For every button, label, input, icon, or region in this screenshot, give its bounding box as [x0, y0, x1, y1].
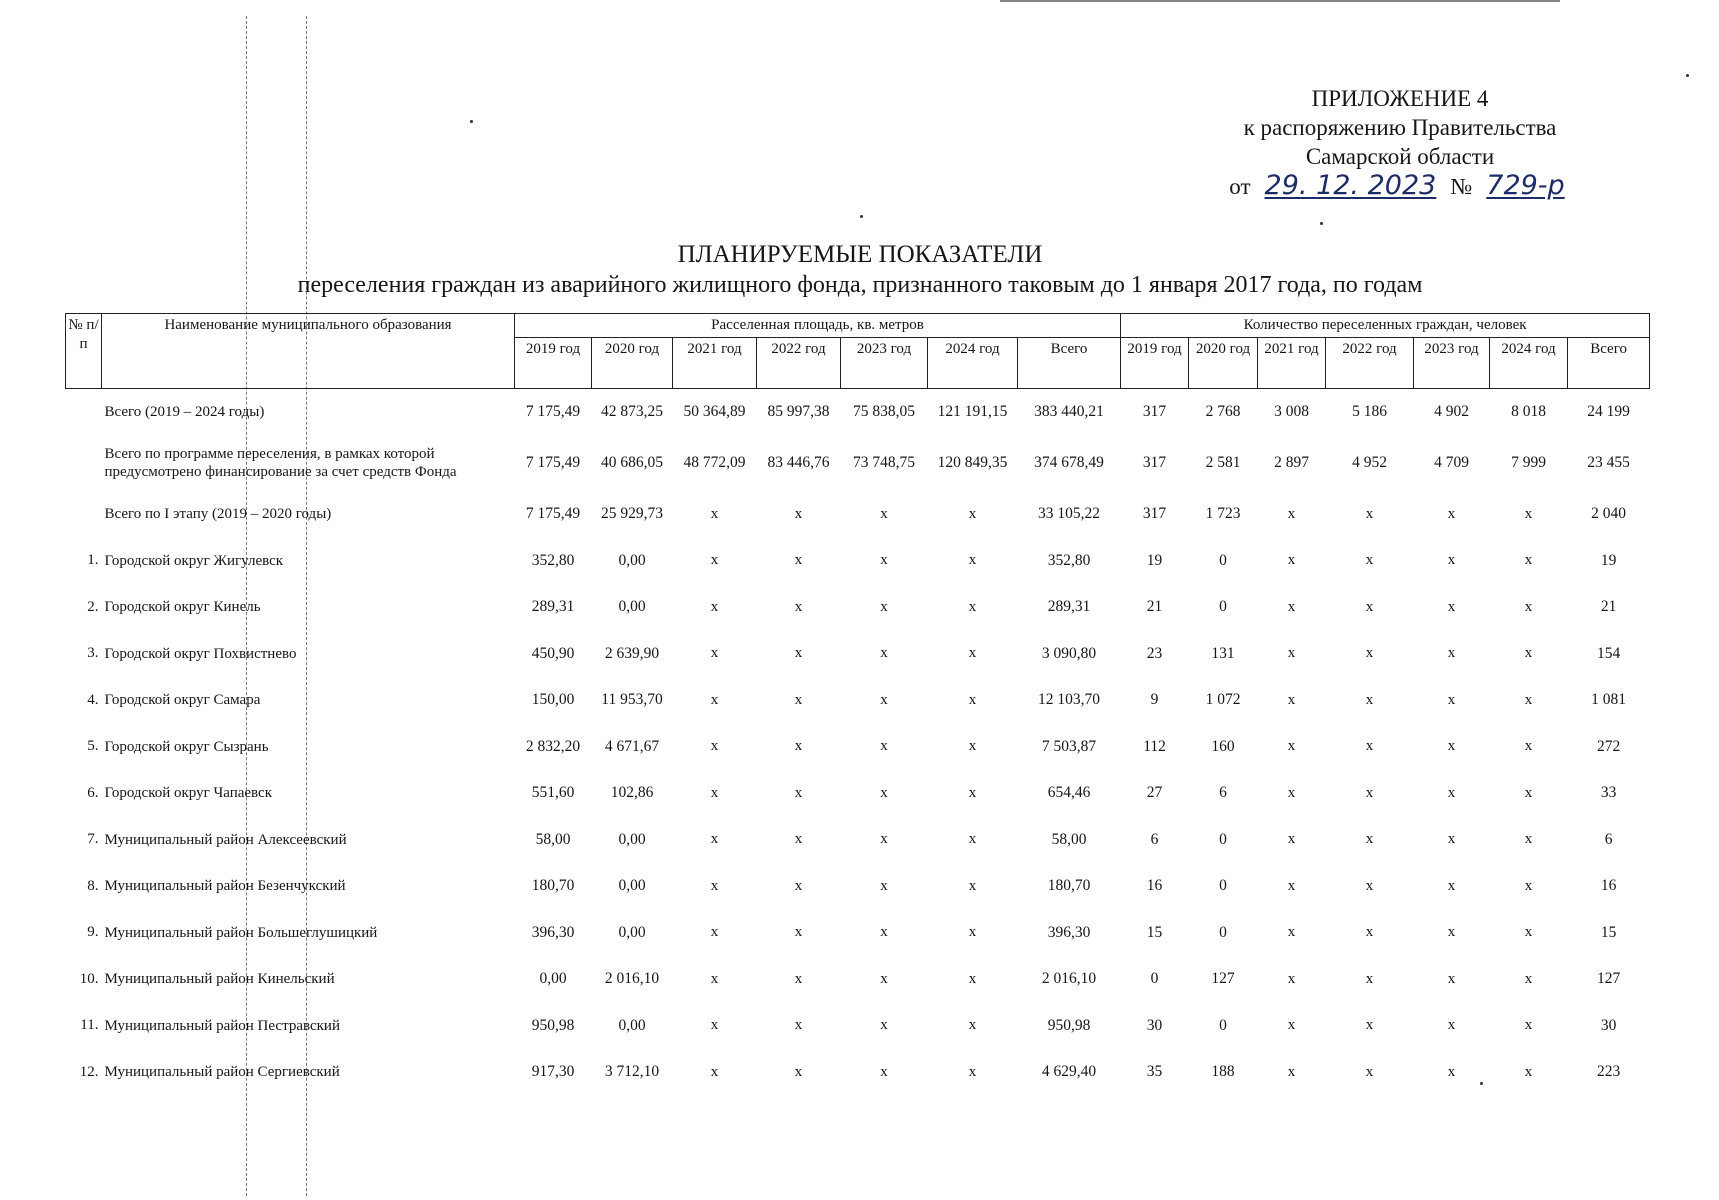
people-value: 7 999 [1511, 454, 1546, 471]
area-value: 25 929,73 [601, 505, 663, 523]
people-value: 112 [1143, 737, 1166, 755]
not-applicable-mark: x [968, 924, 977, 941]
header-area-total: Всего [1018, 338, 1121, 389]
not-applicable-mark: x [1365, 970, 1374, 987]
table-row [66, 1003, 1650, 1050]
area-value: 120 849,35 [937, 454, 1008, 471]
scan-speck [1320, 222, 1323, 225]
people-total: 2 040 [1591, 505, 1627, 523]
people-total: 223 [1596, 1063, 1621, 1081]
not-applicable-mark: x [1524, 1017, 1533, 1034]
area-value: 58,00 [535, 830, 571, 848]
area-value: 2 016,10 [604, 970, 660, 988]
not-applicable-mark: x [880, 691, 888, 708]
not-applicable-mark: x [710, 877, 719, 894]
row-number: 7. [87, 831, 99, 848]
not-applicable-mark: x [1524, 924, 1533, 941]
people-value: 15 [1146, 923, 1163, 941]
not-applicable-mark: x [1287, 1063, 1296, 1080]
area-total: 4 629,40 [1041, 1063, 1097, 1081]
area-value: 40 686,05 [601, 454, 663, 471]
people-value: 0 [1219, 1016, 1227, 1034]
people-value: 160 [1211, 737, 1235, 755]
area-value: 73 748,75 [853, 454, 915, 471]
not-applicable-mark: x [1287, 924, 1296, 941]
municipality-name: Городской округ Жигулевск [104, 552, 284, 569]
municipality-name: Муниципальный район Сергиевский [104, 1064, 340, 1081]
header-people-year: 2020 год [1189, 338, 1258, 389]
not-applicable-mark: x [968, 552, 977, 569]
area-total: 12 103,70 [1038, 691, 1101, 709]
area-total: 3 090,80 [1041, 644, 1097, 662]
table-body [66, 389, 1650, 1096]
not-applicable-mark: x [1365, 505, 1374, 522]
not-applicable-mark: x [1524, 505, 1533, 522]
municipality-name: Всего по программе переселения, в рамках которой предусмотрено финансирование за счет средств Фонда [104, 446, 457, 480]
not-applicable-mark: x [794, 970, 803, 987]
not-applicable-mark: x [968, 505, 977, 522]
people-value: 21 [1146, 598, 1163, 616]
people-value: 131 [1211, 644, 1235, 662]
not-applicable-mark: x [968, 738, 977, 755]
not-applicable-mark: x [880, 645, 888, 662]
not-applicable-mark: x [1365, 598, 1374, 615]
municipality-name: Всего (2019 – 2024 годы) [102, 389, 515, 436]
not-applicable-mark: x [1524, 877, 1533, 894]
not-applicable-mark: x [1524, 552, 1533, 569]
not-applicable-mark: x [880, 784, 888, 801]
not-applicable-mark: x [1447, 1017, 1456, 1034]
header-area-year: 2019 год [515, 338, 592, 389]
area-value: 2 832,20 [525, 737, 581, 755]
not-applicable-mark: x [710, 552, 719, 569]
people-value: 35 [1146, 1063, 1163, 1081]
row-number [66, 435, 102, 491]
area-value: 0,00 [618, 923, 646, 941]
municipality-name: Всего по I этапу (2019 – 2020 годы) [104, 506, 332, 523]
not-applicable-mark: x [1287, 598, 1296, 615]
not-applicable-mark: x [1365, 645, 1374, 662]
people-total: 21 [1600, 598, 1617, 616]
people-value: 3 008 [1258, 389, 1326, 436]
not-applicable-mark: x [968, 877, 977, 894]
area-value: 75 838,05 [841, 389, 928, 436]
not-applicable-mark: x [710, 738, 719, 755]
not-applicable-mark: x [1524, 645, 1533, 662]
not-applicable-mark: x [1447, 552, 1456, 569]
row-number [66, 389, 102, 436]
area-value: 7 175,49 [525, 505, 581, 523]
table-row [66, 910, 1650, 957]
header-area-year: 2021 год [673, 338, 757, 389]
not-applicable-mark: x [794, 877, 803, 894]
area-value: 0,00 [618, 830, 646, 848]
document-title [240, 240, 1480, 300]
people-value: 4 902 [1414, 389, 1490, 436]
not-applicable-mark: x [1365, 691, 1374, 708]
area-total: 374 678,49 [1034, 454, 1104, 471]
row-number: 2. [87, 598, 99, 615]
scan-speck [470, 120, 473, 123]
not-applicable-mark: x [794, 598, 803, 615]
people-value: 317 [1121, 389, 1189, 436]
people-value: 0 [1219, 598, 1227, 616]
not-applicable-mark: x [1524, 1063, 1533, 1080]
row-number: 8. [87, 877, 99, 894]
not-applicable-mark: x [794, 1017, 803, 1034]
table-row [66, 770, 1650, 817]
not-applicable-mark: x [880, 924, 888, 941]
people-value: 23 [1146, 644, 1163, 662]
area-value: 396,30 [531, 923, 575, 941]
area-value: 3 712,10 [604, 1063, 660, 1081]
header-area-year: 2023 год [841, 338, 928, 389]
people-value: 8 018 [1490, 389, 1568, 436]
not-applicable-mark: x [880, 505, 888, 522]
area-value: 0,00 [618, 877, 646, 895]
municipality-name: Муниципальный район Кинельский [104, 971, 335, 988]
not-applicable-mark: x [1447, 645, 1456, 662]
not-applicable-mark: x [710, 1063, 719, 1080]
area-total: 180,70 [1047, 877, 1091, 895]
area-value: 0,00 [618, 598, 646, 616]
not-applicable-mark: x [968, 691, 977, 708]
table-row [66, 389, 1650, 436]
row-number: 11. [80, 1017, 99, 1034]
not-applicable-mark: x [1287, 691, 1296, 708]
not-applicable-mark: x [1447, 505, 1456, 522]
table-row [66, 1049, 1650, 1096]
not-applicable-mark: x [1287, 738, 1296, 755]
not-applicable-mark: x [794, 784, 803, 801]
header-people-total: Всего [1568, 338, 1650, 389]
area-value: 121 191,15 [928, 389, 1018, 436]
title-subtitle: переселения граждан из аварийного жилищного фонда, признанного таковым до 1 января 2017 года, по годам [297, 272, 1423, 298]
area-value: 7 175,49 [525, 454, 581, 471]
people-value: 6 [1150, 830, 1159, 848]
people-total: 127 [1596, 970, 1621, 988]
not-applicable-mark: x [710, 784, 719, 801]
area-value: 352,80 [531, 551, 575, 569]
not-applicable-mark: x [1287, 784, 1296, 801]
not-applicable-mark: x [1524, 738, 1533, 755]
not-applicable-mark: x [710, 831, 719, 848]
area-value: 102,86 [610, 784, 654, 802]
people-value: 0 [1219, 830, 1227, 848]
people-value: 127 [1211, 970, 1235, 988]
not-applicable-mark: x [1365, 1063, 1374, 1080]
area-value: 7 175,49 [515, 389, 592, 436]
title-main: ПЛАНИРУЕМЫЕ ПОКАЗАТЕЛИ [677, 241, 1043, 268]
municipality-name: Городской округ Похвистнево [104, 645, 297, 662]
municipality-name: Городской округ Сызрань [104, 738, 269, 755]
header-area-year: 2022 год [757, 338, 841, 389]
not-applicable-mark: x [1287, 831, 1296, 848]
not-applicable-mark: x [794, 505, 803, 522]
table-row [66, 435, 1650, 491]
header-name: Наименование муниципального образования [102, 314, 515, 389]
municipality-name: Муниципальный район Безенчукский [104, 878, 346, 895]
people-total: 19 [1600, 551, 1617, 569]
people-total: 24 199 [1568, 389, 1650, 436]
not-applicable-mark: x [880, 970, 888, 987]
date-prefix: от [1229, 174, 1251, 199]
row-number: 1. [87, 552, 99, 569]
header-people-year: 2023 год [1414, 338, 1490, 389]
people-value: 6 [1219, 784, 1227, 802]
not-applicable-mark: x [968, 1063, 977, 1080]
not-applicable-mark: x [1447, 970, 1456, 987]
people-value: 0 [1219, 923, 1227, 941]
people-value: 30 [1146, 1016, 1163, 1034]
not-applicable-mark: x [968, 831, 977, 848]
municipality-name: Городской округ Чапаевск [104, 785, 272, 802]
area-value: 917,30 [531, 1063, 575, 1081]
not-applicable-mark: x [1287, 505, 1296, 522]
not-applicable-mark: x [1365, 552, 1374, 569]
people-value: 0 [1219, 551, 1227, 569]
people-value: 2 581 [1205, 454, 1241, 471]
not-applicable-mark: x [1365, 1017, 1374, 1034]
table-row [66, 677, 1650, 724]
not-applicable-mark: x [794, 645, 803, 662]
area-total: 58,00 [1051, 830, 1087, 848]
not-applicable-mark: x [880, 1063, 888, 1080]
row-number: 10. [79, 970, 99, 987]
not-applicable-mark: x [1287, 877, 1296, 894]
not-applicable-mark: x [1524, 784, 1533, 801]
not-applicable-mark: x [794, 1063, 803, 1080]
people-total: 1 081 [1591, 691, 1627, 709]
annex-date-line [1180, 171, 1620, 201]
header-num: № п/п [66, 314, 102, 389]
header-people-group: Количество переселенных граждан, человек [1121, 314, 1650, 338]
area-total: 383 440,21 [1018, 389, 1121, 436]
people-value: 4 709 [1434, 454, 1469, 471]
people-value: 0 [1219, 877, 1227, 895]
not-applicable-mark: x [1287, 552, 1296, 569]
row-number: 5. [87, 738, 99, 755]
header-area-year: 2024 год [928, 338, 1018, 389]
annex-title: ПРИЛОЖЕНИЕ 4 [1311, 86, 1489, 111]
area-total: 396,30 [1047, 923, 1091, 941]
row-number: 3. [87, 645, 99, 662]
table-row [66, 956, 1650, 1003]
people-value: 19 [1146, 551, 1163, 569]
municipality-name: Муниципальный район Алексеевский [104, 831, 347, 848]
not-applicable-mark: x [1447, 738, 1456, 755]
not-applicable-mark: x [1524, 831, 1533, 848]
not-applicable-mark: x [710, 505, 719, 522]
not-applicable-mark: x [1524, 970, 1533, 987]
header-people-year: 2019 год [1121, 338, 1189, 389]
scan-speck [1686, 74, 1689, 77]
not-applicable-mark: x [1447, 691, 1456, 708]
people-value: 317 [1142, 454, 1167, 471]
area-value: 0,00 [539, 970, 567, 988]
area-total: 654,46 [1047, 784, 1091, 802]
not-applicable-mark: x [794, 831, 803, 848]
area-value: 289,31 [531, 598, 575, 616]
not-applicable-mark: x [1447, 784, 1456, 801]
not-applicable-mark: x [1447, 924, 1456, 941]
table-row [66, 724, 1650, 771]
not-applicable-mark: x [1365, 784, 1374, 801]
not-applicable-mark: x [710, 970, 719, 987]
table-row [66, 863, 1650, 910]
table-row [66, 584, 1650, 631]
people-total: 16 [1600, 877, 1617, 895]
area-value: 450,90 [531, 644, 575, 662]
not-applicable-mark: x [880, 831, 888, 848]
not-applicable-mark: x [1365, 877, 1374, 894]
people-total: 6 [1604, 830, 1613, 848]
not-applicable-mark: x [880, 738, 888, 755]
not-applicable-mark: x [880, 598, 888, 615]
scan-speck [860, 215, 863, 218]
not-applicable-mark: x [794, 924, 803, 941]
not-applicable-mark: x [1287, 645, 1296, 662]
people-value: 27 [1146, 784, 1163, 802]
not-applicable-mark: x [710, 691, 719, 708]
area-total: 950,98 [1047, 1016, 1091, 1034]
not-applicable-mark: x [794, 738, 803, 755]
not-applicable-mark: x [710, 598, 719, 615]
area-total: 7 503,87 [1041, 737, 1097, 755]
people-total: 33 [1600, 784, 1617, 802]
header-people-year: 2022 год [1326, 338, 1414, 389]
row-number: 4. [87, 691, 99, 708]
area-value: 83 446,76 [767, 454, 830, 471]
area-total: 289,31 [1047, 598, 1091, 616]
not-applicable-mark: x [968, 1017, 977, 1034]
row-number: 9. [87, 924, 99, 941]
municipality-name: Муниципальный район Пестравский [104, 1017, 340, 1034]
area-total: 2 016,10 [1041, 970, 1097, 988]
not-applicable-mark: x [880, 552, 888, 569]
people-value: 2 897 [1274, 454, 1309, 471]
annex-region: Самарской области [1305, 144, 1495, 169]
header-area-group: Расселенная площадь, кв. метров [515, 314, 1121, 338]
table-row [66, 491, 1650, 538]
header-people-year: 2021 год [1258, 338, 1326, 389]
not-applicable-mark: x [880, 1017, 888, 1034]
area-value: 0,00 [618, 551, 646, 569]
table-row [66, 538, 1650, 585]
not-applicable-mark: x [1447, 877, 1456, 894]
scan-edge-mark [1000, 0, 1560, 2]
not-applicable-mark: x [968, 645, 977, 662]
area-value: 42 873,25 [592, 389, 673, 436]
handwritten-date: 29. 12. 2023 [1264, 170, 1437, 201]
area-value: 150,00 [531, 691, 575, 709]
people-value: 9 [1150, 691, 1159, 709]
not-applicable-mark: x [710, 1017, 719, 1034]
not-applicable-mark: x [1447, 598, 1456, 615]
row-number [66, 491, 102, 538]
not-applicable-mark: x [880, 877, 888, 894]
area-value: 551,60 [531, 784, 575, 802]
not-applicable-mark: x [710, 645, 719, 662]
municipality-name: Муниципальный район Большеглушицкий [104, 924, 378, 941]
not-applicable-mark: x [968, 598, 977, 615]
header-area-year: 2020 год [592, 338, 673, 389]
people-total: 154 [1596, 644, 1621, 662]
table-row [66, 631, 1650, 678]
annex-subtitle: к распоряжению Правительства [1243, 115, 1557, 140]
people-value: 5 186 [1326, 389, 1414, 436]
handwritten-number: 729-р [1486, 170, 1565, 201]
not-applicable-mark: x [1524, 691, 1533, 708]
people-total: 15 [1600, 923, 1617, 941]
annex-block [1180, 84, 1620, 201]
row-number: 6. [87, 784, 99, 801]
not-applicable-mark: x [968, 784, 977, 801]
number-prefix: № [1450, 174, 1473, 199]
municipality-name: Городской округ Кинель [104, 599, 261, 616]
area-value: 180,70 [531, 877, 575, 895]
people-value: 188 [1211, 1063, 1235, 1081]
header-people-year: 2024 год [1490, 338, 1568, 389]
people-value: 2 768 [1189, 389, 1258, 436]
people-value: 1 723 [1205, 505, 1241, 523]
not-applicable-mark: x [1447, 1063, 1456, 1080]
indicators-table [65, 313, 1650, 1096]
people-value: 16 [1146, 877, 1163, 895]
people-total: 23 455 [1587, 454, 1630, 471]
area-value: 85 997,38 [757, 389, 841, 436]
area-value: 2 639,90 [604, 644, 660, 662]
not-applicable-mark: x [1524, 598, 1533, 615]
people-value: 1 072 [1205, 691, 1241, 709]
people-total: 272 [1596, 737, 1621, 755]
not-applicable-mark: x [1447, 831, 1456, 848]
people-value: 0 [1150, 970, 1159, 988]
area-total: 352,80 [1047, 551, 1091, 569]
people-total: 30 [1600, 1016, 1617, 1034]
area-value: 950,98 [531, 1016, 575, 1034]
people-value: 317 [1142, 505, 1167, 523]
not-applicable-mark: x [1365, 924, 1374, 941]
area-total: 33 105,22 [1038, 505, 1101, 523]
not-applicable-mark: x [794, 691, 803, 708]
not-applicable-mark: x [968, 970, 977, 987]
row-number: 12. [79, 1063, 99, 1080]
not-applicable-mark: x [1287, 1017, 1296, 1034]
area-value: 48 772,09 [683, 454, 746, 471]
not-applicable-mark: x [1365, 738, 1374, 755]
table-row [66, 817, 1650, 864]
not-applicable-mark: x [1365, 831, 1374, 848]
area-value: 0,00 [618, 1016, 646, 1034]
area-value: 11 953,70 [601, 691, 663, 709]
not-applicable-mark: x [1287, 970, 1296, 987]
municipality-name: Городской округ Самара [104, 692, 261, 709]
not-applicable-mark: x [794, 552, 803, 569]
people-value: 4 952 [1352, 454, 1387, 471]
area-value: 4 671,67 [604, 737, 660, 755]
not-applicable-mark: x [710, 924, 719, 941]
area-value: 50 364,89 [673, 389, 757, 436]
